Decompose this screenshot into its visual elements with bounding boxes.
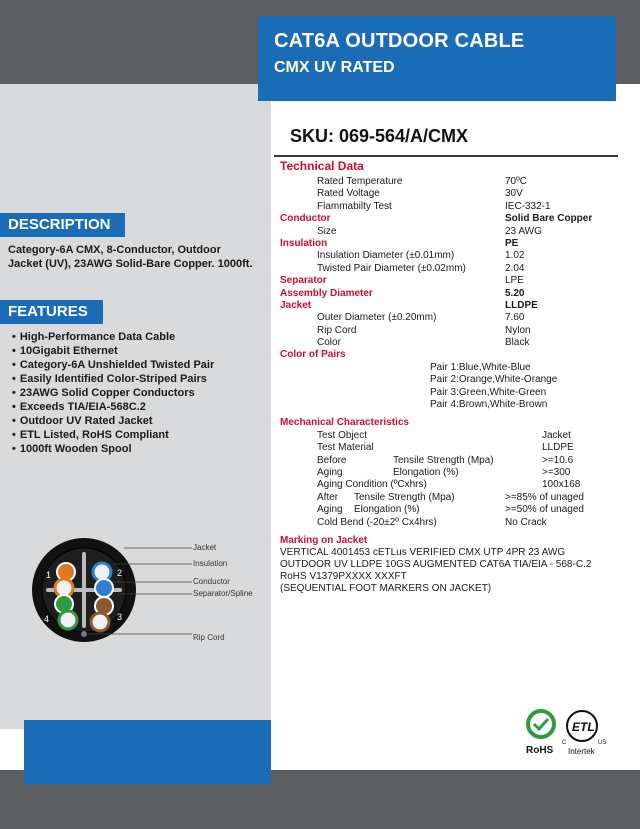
pair-color: Pair 3:Green,White-Green xyxy=(430,386,547,398)
callout-separator: Separator/Spline xyxy=(193,589,253,598)
label: Rated Temperature xyxy=(317,176,403,187)
sub-label: Tensile Strength (Mpa) xyxy=(354,491,455,503)
section-label: Assembly Diameter xyxy=(280,287,373,299)
label: Test Material xyxy=(317,442,374,454)
marking-line: VERTICAL 4001453 cETLus VERIFIED CMX UTP 4PR 23 AWG xyxy=(280,547,566,558)
pair-2 xyxy=(93,563,113,597)
sub-label: Tensile Strength (Mpa) xyxy=(393,454,494,466)
pair-color: Pair 4:Brown,White-Brown xyxy=(430,399,548,411)
pair-number-2: 2 xyxy=(117,568,123,578)
list-item: • 23AWG Solid Copper Conductors xyxy=(12,386,214,400)
value: Jacket xyxy=(542,429,571,441)
label: Aging Condition (ºCxhrs) xyxy=(317,479,427,491)
value: 30V xyxy=(505,188,523,200)
pair-1 xyxy=(55,563,75,597)
label: Rated Voltage xyxy=(317,188,380,200)
sub-label: Elongation (%) xyxy=(354,504,420,516)
technical-data-heading: Technical Data xyxy=(280,159,364,173)
value: 5.20 xyxy=(505,287,525,299)
technical-data-table xyxy=(280,160,620,529)
etl-logo-icon xyxy=(562,711,606,756)
product-title: CAT6A OUTDOOR CABLE xyxy=(274,30,525,52)
value: Solid Bare Copper xyxy=(505,213,593,225)
value: 23 AWG xyxy=(505,225,542,237)
list-item: • Easily Identified Color-Striped Pairs xyxy=(12,372,214,386)
value: PE xyxy=(505,237,519,249)
sku-label: SKU: 069-564/A/CMX xyxy=(290,126,469,146)
list-item: • Exceeds TIA/EIA-568C.2 xyxy=(12,400,214,414)
callout-insulation: Insulation xyxy=(193,559,228,568)
section-label: Color of Pairs xyxy=(280,349,346,361)
sub-label: Elongation (%) xyxy=(393,466,459,478)
product-subtitle: CMX UV RATED xyxy=(274,59,395,76)
value: Black xyxy=(505,337,530,349)
title-banner xyxy=(258,16,616,101)
value: No Crack xyxy=(505,516,547,528)
value: >=50% of unaged xyxy=(505,504,584,516)
etl-c-label: C xyxy=(562,740,567,746)
list-item: • 1000ft Wooden Spool xyxy=(12,442,214,456)
value: LLDPE xyxy=(542,442,574,454)
bottom-blue-block xyxy=(24,720,271,784)
pair-color: Pair 1:Blue,White-Blue xyxy=(430,361,531,373)
value: >=10.6 xyxy=(542,454,574,466)
sku-divider xyxy=(274,155,618,157)
rip-cord-dot xyxy=(81,631,87,637)
section-label: Jacket xyxy=(280,299,312,311)
label: Aging xyxy=(317,466,343,478)
etl-us-label: US xyxy=(598,740,607,746)
label: Outer Diameter (±0.20mm) xyxy=(317,312,437,324)
list-item: • High-Performance Data Cable xyxy=(12,330,214,344)
value: >=85% of unaged xyxy=(505,491,584,503)
value: IEC-332-1 xyxy=(505,200,551,212)
label: Before xyxy=(317,454,347,466)
pair-color: Pair 2:Orange,White-Orange xyxy=(430,374,558,386)
marking-heading: Marking on Jacket xyxy=(280,535,368,546)
features-list xyxy=(12,330,214,456)
label: Cold Bend (-20±2º Cx4hrs) xyxy=(317,516,437,528)
callout-rip-cord: Rip Cord xyxy=(193,633,225,642)
intertek-label: Intertek xyxy=(568,747,595,756)
value: 1.02 xyxy=(505,250,525,262)
label: Rip Cord xyxy=(317,324,357,336)
label: Twisted Pair Diameter (±0.02mm) xyxy=(317,262,466,274)
pair-number-4: 4 xyxy=(44,614,50,624)
section-label: Separator xyxy=(280,275,327,287)
rohs-logo-icon xyxy=(526,711,554,756)
pair-number-1: 1 xyxy=(46,570,52,580)
certification-logos xyxy=(522,708,610,758)
marking-line: RoHS V1379PXXXX XXXFT xyxy=(280,571,407,582)
callout-conductor: Conductor xyxy=(193,577,230,586)
marking-line: OUTDOOR UV LLDPE 10GS AUGMENTED CAT6A TIA/EIA - 568-C.2 xyxy=(280,559,592,570)
etl-label: ETL xyxy=(572,720,595,734)
value: Nylon xyxy=(505,324,531,336)
value: 70ºC xyxy=(505,176,527,187)
list-item: • Outdoor UV Rated Jacket xyxy=(12,414,214,428)
label: Size xyxy=(317,225,337,237)
mechanical-heading: Mechanical Characteristics xyxy=(280,417,409,429)
callout-jacket: Jacket xyxy=(193,543,217,552)
section-label: Conductor xyxy=(280,213,331,225)
label: Aging xyxy=(317,504,343,516)
value: >=300 xyxy=(542,466,571,478)
features-heading: FEATURES xyxy=(0,300,103,324)
rohs-label: RoHS xyxy=(526,745,554,756)
label: Flammabilty Test xyxy=(317,200,392,212)
pair-number-3: 3 xyxy=(117,612,123,622)
label: Color xyxy=(317,337,341,349)
list-item: • Category-6A Unshielded Twisted Pair xyxy=(12,358,214,372)
value: LPE xyxy=(505,275,524,287)
description-heading: DESCRIPTION xyxy=(0,213,125,237)
label: After xyxy=(317,491,339,503)
label: Insulation Diameter (±0.01mm) xyxy=(317,250,455,262)
marking-section xyxy=(280,535,620,595)
list-item: • 10Gigabit Ethernet xyxy=(12,344,214,358)
marking-line: (SEQUENTIAL FOOT MARKERS ON JACKET) xyxy=(280,583,492,594)
section-label: Insulation xyxy=(280,237,328,249)
value: 2.04 xyxy=(505,262,525,274)
list-item: • ETL Listed, RoHS Compliant xyxy=(12,428,214,442)
value: 100x168 xyxy=(542,479,581,491)
label: Test Object xyxy=(317,429,368,441)
value: 7.60 xyxy=(505,312,525,324)
value: LLDPE xyxy=(505,299,538,311)
description-text: Category-6A CMX, 8-Conductor, Outdoor Jacket (UV), 23AWG Solid-Bare Copper. 1000ft. xyxy=(8,244,253,270)
